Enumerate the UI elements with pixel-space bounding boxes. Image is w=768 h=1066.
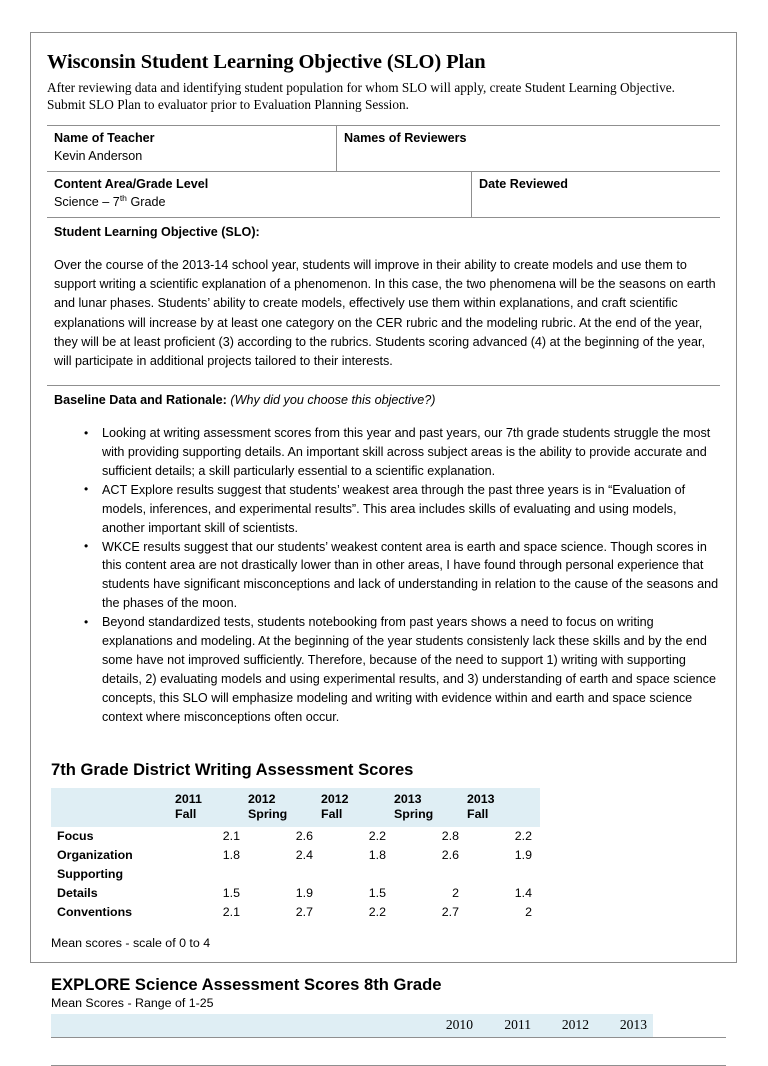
header-year: 2012 [248, 792, 276, 807]
header-season: Fall [321, 806, 343, 821]
writing-scores-title: 7th Grade District Writing Assessment Scores [51, 760, 414, 780]
column-header: 2012 [537, 1014, 595, 1037]
cell-spacer [467, 865, 540, 884]
document-page [30, 32, 737, 1032]
explore-scores-title: EXPLORE Science Assessment Scores 8th Grade [51, 975, 442, 995]
header-season: Fall [467, 806, 489, 821]
column-header [321, 788, 394, 826]
column-header [175, 788, 248, 826]
page-title: Wisconsin Student Learning Objective (SLO) Plan [47, 51, 486, 73]
content-area-cell [47, 172, 472, 217]
cell-value: 2.6 [441, 847, 459, 862]
header-season: Spring [248, 806, 288, 821]
cell-value: 2.7 [441, 904, 459, 919]
cell-value: 2 [452, 885, 459, 900]
table-row [51, 827, 540, 846]
cell-value: 2.6 [295, 828, 313, 843]
header-year: 2011 [175, 792, 202, 807]
row-label: Conventions [57, 904, 133, 919]
bullet-text: ACT Explore results suggest that students’ weakest area through the past three years is in “Evaluation of models, inferences, and experimental results”. This area includes skills of evaluating and using models, another important skill of scientists. [102, 482, 686, 535]
date-reviewed-label: Date Reviewed [479, 177, 568, 192]
cell-value: 2.2 [368, 904, 386, 919]
ordinal-suffix: th [119, 192, 127, 203]
column-header [394, 788, 467, 826]
cell-value: 1.8 [368, 847, 386, 862]
slo-body: Over the course of the 2013-14 school year, students will improve in their ability to create models and use them to support writing a scientific explanation of a phenomenon. In this case, the two phenomena will be the seasons on earth and lunar phases. Students’ ability to create models, effectively use them within explanations, and craft scientific explanations will increase by at least one category on the CER rubric and the modeling rubric. At the end of the year, they will be at least proficient (3) according to the rubrics. Students scoring advanced (4) at the beginning of the year, will participate in additional projects tailored to their interests. [54, 258, 716, 368]
explore-top-rule [51, 1037, 726, 1038]
cell-value: 2 [525, 904, 532, 919]
cell-spacer [248, 865, 321, 884]
cell-value: 2.1 [222, 828, 240, 843]
baseline-section [47, 386, 720, 739]
column-header-blank [51, 788, 175, 826]
bullet-text: Beyond standardized tests, students notebooking from past years shows a need to focus on writing explanations and modeling. At the beginning of the year students consistenly lack these skills and by the end some have not improved sufficiently. Therefore, because of the need to support 1) writing with supporting details, 2) evaluating models and using experimental results, and 3) understanding of earth and space science concepts, this SLO will emphasize modeling and writing with evidence within and earth and space science context where misconceptions often occur. [102, 615, 716, 724]
column-header [248, 788, 321, 826]
table-header-row [51, 1014, 653, 1037]
row-label: Details [57, 885, 98, 900]
column-header: 2011 [479, 1014, 537, 1037]
table-row [51, 903, 540, 922]
row-label-wrapped-first: Supporting [57, 866, 124, 881]
table-row [51, 884, 540, 903]
content-area-text-pre: Science – 7 [54, 194, 120, 209]
content-area-label: Content Area/Grade Level [54, 177, 209, 192]
baseline-heading [54, 391, 720, 409]
table-header-row [51, 788, 540, 826]
reviewers-label: Names of Reviewers [344, 131, 467, 146]
teacher-cell [47, 126, 337, 171]
cell-value: 2.4 [295, 847, 313, 862]
slo-heading: Student Learning Objective (SLO): [54, 224, 260, 239]
list-item [84, 613, 720, 726]
list-item [84, 538, 720, 614]
content-area-text-post: Grade [126, 194, 166, 209]
table-row [51, 846, 540, 865]
column-header: 2010 [421, 1014, 479, 1037]
row-label: Organization [57, 847, 133, 862]
writing-scores-table [51, 788, 540, 921]
bullet-text: Looking at writing assessment scores from this year and past years, our 7th grade students struggle the most with providing supporting details. An important skill across subject areas is the ability to provide accurate and sufficient details; a skill particularly essential to a scientific explanation. [102, 426, 711, 478]
cell-value: 2.8 [441, 828, 459, 843]
cell-value: 1.5 [222, 885, 240, 900]
slo-section [47, 218, 720, 385]
cell-value: 1.9 [295, 885, 313, 900]
list-item [84, 481, 720, 538]
table-row [51, 865, 540, 884]
content-area-value[interactable] [54, 194, 471, 212]
baseline-bullet-list [54, 424, 720, 726]
header-season: Fall [175, 806, 197, 821]
teacher-info-table [47, 125, 720, 218]
bullet-text: WKCE results suggest that our students’ weakest content area is earth and space science. Though scores in this content area are not drastically lower than in other areas, I have found through personal experience that students have significant misconceptions and lack of understanding in relation to the cause of the seasons and the phases of the moon. [102, 539, 719, 611]
cell-value: 2.7 [295, 904, 313, 919]
header-season: Spring [394, 806, 434, 821]
column-header-blank [51, 1014, 421, 1037]
cell-value: 1.9 [514, 847, 532, 862]
date-reviewed-cell [472, 172, 720, 217]
teacher-label: Name of Teacher [54, 131, 155, 146]
teacher-value[interactable]: Kevin Anderson [54, 149, 143, 164]
cell-value: 1.5 [368, 885, 386, 900]
header-year: 2012 [321, 792, 349, 807]
explore-scores-subtitle: Mean Scores - Range of 1-25 [51, 996, 214, 1011]
cell-value: 1.4 [514, 885, 532, 900]
cell-spacer [321, 865, 394, 884]
explore-scores-table [51, 1014, 720, 1066]
baseline-heading-label: Baseline Data and Rationale: [54, 392, 227, 407]
cell-spacer [175, 865, 248, 884]
page-subtitle: After reviewing data and identifying student population for whom SLO will apply, create Student Learning Objective. Submit SLO Plan to evaluator prior to Evaluation Planning Session. [47, 79, 675, 113]
list-item [84, 424, 720, 481]
reviewers-cell [337, 126, 720, 171]
cell-spacer [394, 865, 467, 884]
cell-value: 2.2 [514, 828, 532, 843]
cell-value: 1.8 [222, 847, 240, 862]
cell-value: 2.1 [222, 904, 240, 919]
header-year: 2013 [467, 792, 495, 807]
table-row [47, 126, 720, 171]
baseline-heading-note: (Why did you choose this objective?) [230, 392, 436, 407]
writing-scores-note: Mean scores - scale of 0 to 4 [51, 935, 211, 950]
column-header: 2013 [595, 1014, 653, 1037]
row-label: Focus [57, 828, 94, 843]
column-header [467, 788, 540, 826]
cell-value: 2.2 [368, 828, 386, 843]
header-year: 2013 [394, 792, 422, 807]
table-row [47, 172, 720, 217]
